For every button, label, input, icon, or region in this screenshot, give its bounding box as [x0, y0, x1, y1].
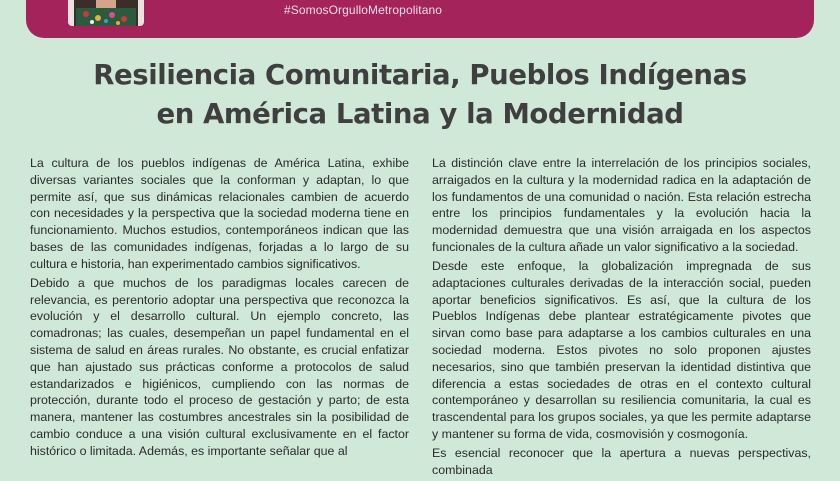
author-photo — [68, 0, 144, 26]
body-paragraph: La cultura de los pueblos indígenas de América Latina, exhibe diversas variantes sociales que la conforman y adaptan, lo que permite así, que sus dinámicas relacionales cambien de acuerdo con necesidades y la perspectiva que la sociedad moderna tiene en funcionamiento. Muchos estudios, contemporáneos indican que las bases de las comunidades indígenas, forjadas a lo largo de su cultura e historia, han experimentado cambios significativos. — [30, 156, 409, 271]
title-line-2: en América Latina y la Modernidad — [156, 98, 684, 130]
body-paragraph: La distinción clave entre la interrelación de los principios sociales, arraigados en la cultura y la modernidad radica en la adaptación de los fundamentos de una comunidad o nación. Esta relación estrecha entre los principios fundamentales y la evolución hacia la modernidad demuestra que una visión arraigada en los aspectos funcionales de la cultura añade un valor significativo a la sociedad. — [432, 156, 811, 254]
body-paragraph: Desde este enfoque, la globalización impregnada de sus adaptaciones culturales derivadas de la interacción social, pueden aportar beneficios significativos. Es así, que la cultura de los Pueblos Indígenas debe plantear estratégicamente pivotes que sirvan como base para adaptarse a los cambios culturales en una sociedad moderna. Estos pivotes no solo proponen ajustes necesarios, sino que también preservan la identidad distintiva que diferencia a estas sociedades de otras en el contexto cultural contemporáneo y desarrollan su resiliencia comunitaria, la cual es trascendental para los grupos sociales, ya que les permite adaptarse y mantener su forma de vida, cosmovisión y cosmogonía. — [432, 258, 811, 441]
left-column — [30, 155, 409, 462]
header-hashtag: #SomosOrgulloMetropolitano — [284, 3, 443, 17]
body-paragraph: Es esencial reconocer que la apertura a nuevas perspectivas, combinada — [432, 445, 811, 477]
right-column — [432, 155, 811, 481]
title-line-1: Resiliencia Comunitaria, Pueblos Indígenas — [93, 59, 747, 91]
body-paragraph: Debido a que muchos de los paradigmas locales carecen de relevancia, es perentorio adoptar una perspectiva que reconozca la evolución y el desarrollo cultural. Un ejemplo concreto, las comadronas; las cuales, desempeñan un papel fundamental en el sistema de salud en áreas rurales. No obstante, es crucial enfatizar que han ajustado sus prácticas conforme a protocolos de salud estandarizados e higiénicos, cumpliendo con las normas de protección, durante todo el proceso de gestación y parto; de esta manera, mantener las costumbres ancestrales sin la posibilidad de cambio conduce a una visión cultural exclusivamente en el factor histórico o limitada. Además, es importante señalar que al — [30, 275, 409, 458]
header-banner — [26, 0, 814, 38]
article-title — [0, 56, 840, 134]
